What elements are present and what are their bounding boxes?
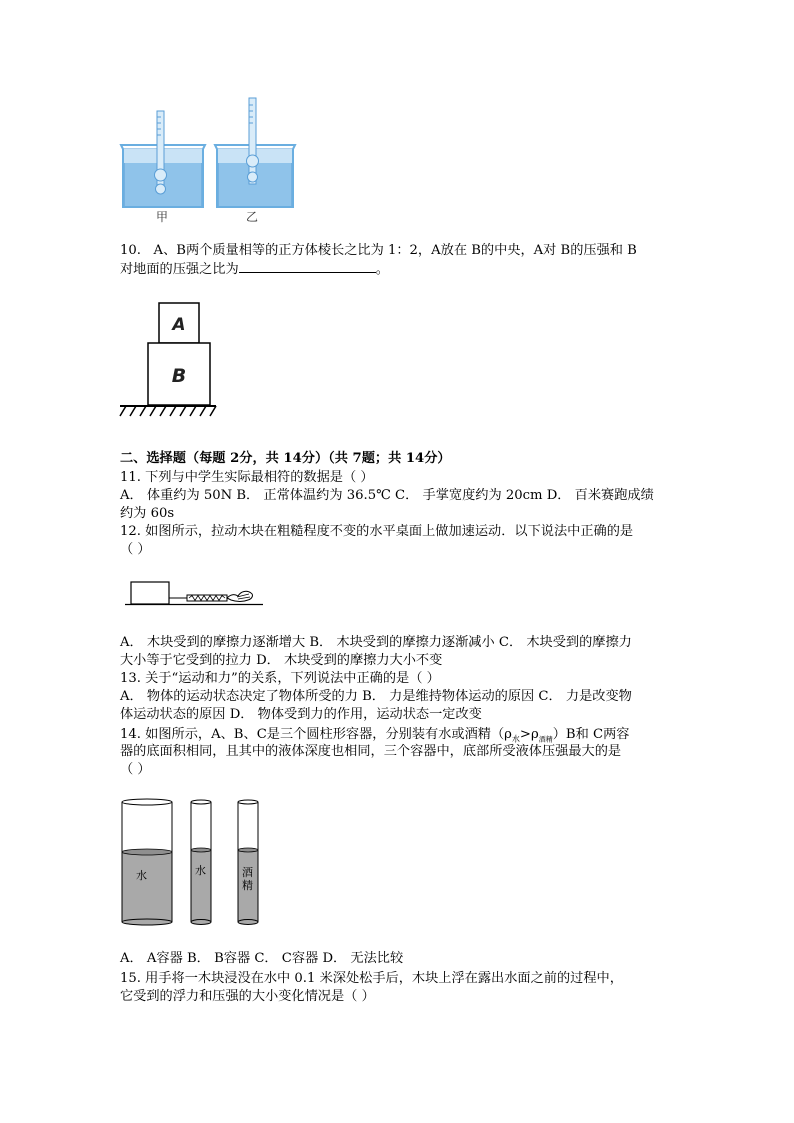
- q13-options-line-1: A． 物体的运动状态决定了物体所受的力 B． 力是维持物体运动的原因 C． 力是改变物: [120, 689, 632, 704]
- q14-stem-line-3: （ ）: [120, 762, 151, 777]
- q13-options-line-2: 体运动状态的原因 D． 物体受到力的作用，运动状态一定改变: [120, 707, 482, 722]
- label-yi: 乙: [246, 210, 259, 224]
- block-b-label: B: [171, 365, 187, 387]
- thermometer-beakers-figure: [118, 95, 303, 225]
- stacked-blocks-figure: [118, 300, 218, 425]
- wood-block: [131, 582, 169, 604]
- ground-hatching: [120, 406, 216, 416]
- q15-stem-line-2: 它受到的浮力和压强的大小变化情况是（ ）: [120, 989, 375, 1004]
- label-jia: 甲: [156, 210, 169, 224]
- q12-stem-line-2: （ ）: [120, 542, 151, 557]
- q14-options: A． A容器 B． B容器 C． C容器 D． 无法比较: [120, 951, 404, 966]
- section-2-title: 二、选择题（每题 2分，共 14分）（共 7题；共 14分）: [120, 451, 451, 466]
- container-c-label-2: 精: [242, 879, 253, 892]
- container-c-label-1: 酒: [242, 866, 253, 879]
- q14-stem-text-a: 14. 如图所示，A、B、C是三个圆柱形容器，分别装有水或酒精（ρ: [120, 727, 512, 742]
- q11-options-line-2: 约为 60s: [120, 506, 175, 521]
- rho-alcohol-subscript: 酒精: [538, 735, 553, 744]
- q14-gt: >ρ: [519, 727, 539, 742]
- q10-answer-blank[interactable]: [239, 260, 376, 273]
- q14-stem-text-b: ）B和 C两容: [552, 727, 630, 742]
- beaker-a: [121, 111, 205, 207]
- cylinder-containers-figure: [118, 796, 268, 930]
- q10-line-2: [120, 260, 389, 278]
- q10-line-2-text: 对地面的压强之比为: [120, 262, 239, 277]
- q11-options-line-1: A． 体重约为 50N B． 正常体温约为 36.5℃ C． 手掌宽度约为 20cm D． 百米赛跑成绩: [120, 488, 654, 503]
- beaker-b: [215, 98, 295, 207]
- container-a: [122, 799, 172, 925]
- q10-line-2-end: 。: [375, 262, 389, 277]
- container-c: [238, 800, 258, 925]
- q10-line-1: 10. A、B两个质量相等的正方体棱长之比为 1：2，A放在 B的中央，A对 B的压强和 B: [120, 243, 637, 258]
- container-a-label: 水: [136, 869, 147, 882]
- q14-stem-line-2: 器的底面积相同，且其中的液体深度也相同，三个容器中，底部所受液体压强最大的是: [120, 744, 622, 759]
- block-a-label: A: [172, 315, 186, 335]
- q15-stem-line-1: 15. 用手将一木块浸没在水中 0.1 米深处松手后，木块上浮在露出水面之前的过程中，: [120, 971, 623, 986]
- container-b: [191, 800, 211, 925]
- rho-water-subscript: 水: [511, 734, 520, 744]
- container-b-label: 水: [195, 864, 206, 877]
- q12-options-line-2: 大小等于它受到的拉力 D． 木块受到的摩擦力大小不变: [120, 653, 443, 668]
- q13-stem: 13. 关于“运动和力”的关系，下列说法中正确的是（ ）: [120, 671, 440, 686]
- spring-scale-figure: [125, 576, 265, 610]
- q12-options-line-1: A． 木块受到的摩擦力逐渐增大 B． 木块受到的摩擦力逐渐减小 C． 木块受到的摩擦力: [120, 635, 632, 650]
- q12-stem-line-1: 12. 如图所示，拉动木块在粗糙程度不变的水平桌面上做加速运动．以下说法中正确的是: [120, 524, 634, 539]
- q11-stem: 11. 下列与中学生实际最相符的数据是（ ）: [120, 470, 374, 485]
